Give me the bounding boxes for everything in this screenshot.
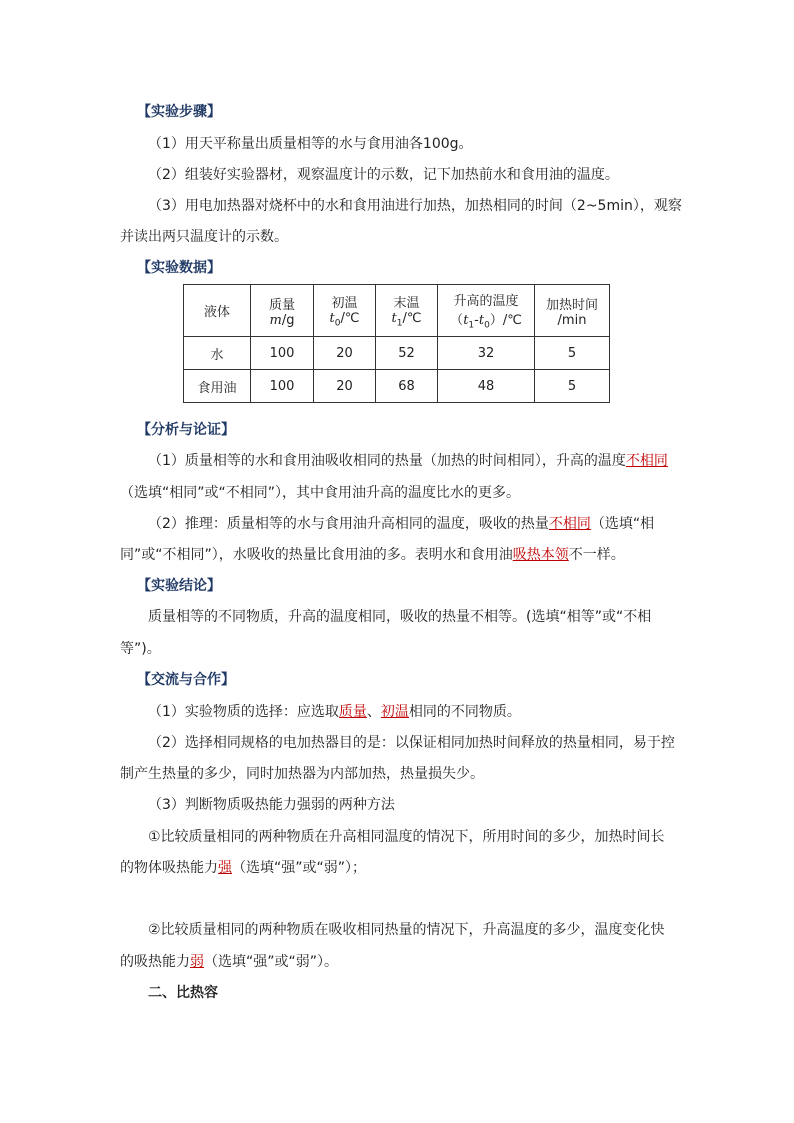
- analysis-heading: 【分析与论证】: [137, 422, 235, 438]
- col-header-temp-rise: 升高的温度 $(t_1-t_0)/℃$: [438, 285, 535, 337]
- exchange-3: （3）判断物质吸热能力强弱的两种方法: [148, 797, 395, 813]
- method-2-line-1: ②比较质量相同的两种物质在吸收相同热量的情况下，升高温度的多少，温度变化快: [148, 922, 665, 938]
- method-2-line-2: 的吸热能力弱（选填“强”或“弱”）。: [120, 954, 339, 970]
- method-1-line-1: ①比较质量相同的两种物质在升高相同温度的情况下，所用时间的多少，加热时间长: [148, 829, 665, 845]
- conclusion-heading: 【实验结论】: [137, 578, 221, 594]
- table-cell: 20: [314, 370, 376, 403]
- answer-blank: 弱: [190, 954, 204, 970]
- step-3-line-2: 并读出两只温度计的示数。: [120, 229, 288, 245]
- col-header-initial-temp: 初温 $t_0/℃$: [314, 285, 376, 337]
- table-cell: 68: [376, 370, 438, 403]
- table-cell: 32: [438, 337, 535, 370]
- col-header-mass: 质量 m/g: [251, 285, 314, 337]
- answer-blank: 质量: [338, 704, 367, 720]
- table-cell: 食用油: [184, 370, 251, 403]
- step-2: （2）组装好实验器材，观察温度计的示数，记下加热前水和食用油的温度。: [148, 167, 619, 183]
- answer-blank: 初温: [380, 704, 409, 720]
- answer-blank: 强: [218, 860, 232, 876]
- exchange-2-line-2: 制产生热量的多少，同时加热器为内部加热，热量损失少。: [120, 766, 484, 782]
- step-3-line-1: （3）用电加热器对烧杯中的水和食用油进行加热，加热相同的时间（2~5min），观察: [148, 198, 682, 214]
- analysis-1-line-2: （选填“相同”或“不相同”），其中食用油升高的温度比水的更多。: [120, 485, 521, 501]
- data-table: [183, 284, 610, 403]
- data-heading: 【实验数据】: [137, 260, 221, 276]
- steps-heading: 【实验步骤】: [137, 104, 221, 120]
- table-cell: 5: [535, 370, 610, 403]
- col-header-final-temp: 末温 $t_1/℃$: [376, 285, 438, 337]
- table-cell: 20: [314, 337, 376, 370]
- exchange-heading: 【交流与合作】: [137, 672, 235, 688]
- table-header-row: [184, 285, 610, 337]
- table-row: [184, 370, 610, 403]
- exchange-2-line-1: （2）选择相同规格的电加热器目的是：以保证相同加热时间释放的热量相同，易于控: [148, 735, 675, 751]
- analysis-2-line-1: （2）推理：质量相等的水与食用油升高相同的温度，吸收的热量不相同（选填“相: [148, 516, 655, 532]
- conclusion-line-1: 质量相等的不同物质，升高的温度相同，吸收的热量不相等。(选填“相等”或“不相: [148, 609, 652, 625]
- section-title: 二、比热容: [148, 985, 218, 1001]
- answer-blank: 不相同: [548, 516, 591, 532]
- table-cell: 100: [251, 337, 314, 370]
- step-1: （1）用天平称量出质量相等的水与食用油各100g。: [148, 136, 473, 152]
- table-cell: 100: [251, 370, 314, 403]
- table-cell: 5: [535, 337, 610, 370]
- col-header-heating-time: 加热时间 /min: [535, 285, 610, 337]
- method-1-line-2: 的物体吸热能力强（选填“强”或“弱”）；: [120, 860, 367, 876]
- exchange-1: （1）实验物质的选择：应选取质量、初温相同的不同物质。: [148, 704, 521, 720]
- analysis-1-line-1: （1）质量相等的水和食用油吸收相同的热量（加热的时间相同），升高的温度不相同: [148, 453, 668, 469]
- answer-blank: 吸热本领: [512, 547, 569, 563]
- table-row: [184, 337, 610, 370]
- table-cell: 48: [438, 370, 535, 403]
- answer-blank: 不相同: [625, 453, 668, 469]
- col-header-liquid: 液体: [184, 285, 251, 337]
- conclusion-line-2: 等”)。: [120, 641, 161, 657]
- table-cell: 水: [184, 337, 251, 370]
- table-cell: 52: [376, 337, 438, 370]
- analysis-2-line-2: 同”或“不相同”），水吸收的热量比食用油的多。表明水和食用油吸热本领不一样。: [120, 547, 625, 563]
